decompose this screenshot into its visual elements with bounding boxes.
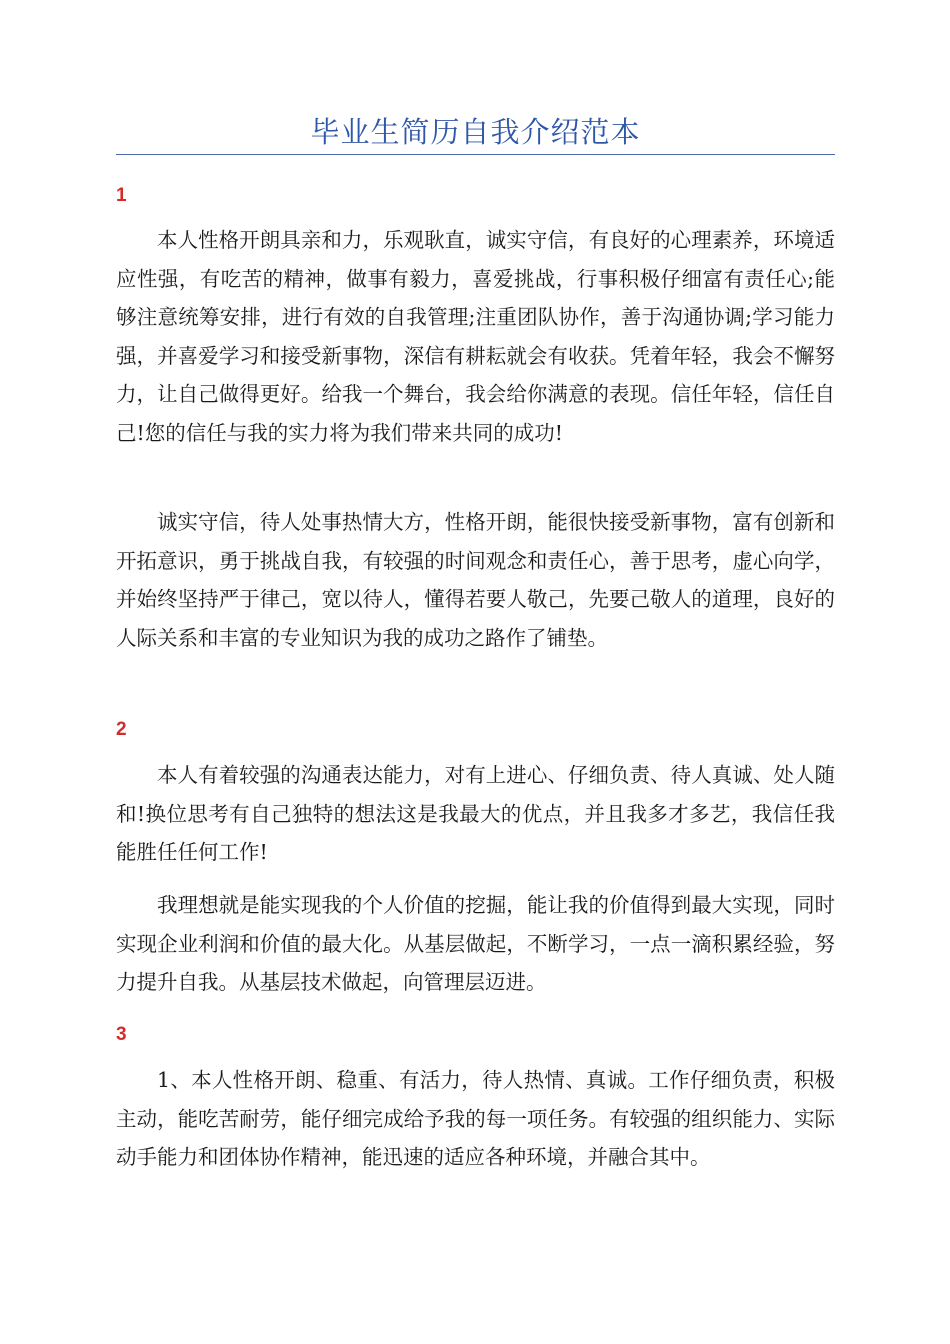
section-3-paragraph-1: 1、本人性格开朗、稳重、有活力，待人热情、真诚。工作仔细负责，积极主动，能吃苦耐劳，能仔细完成给予我的每一项任务。有较强的组织能力、实际动手能力和团体协作精神，能迅速的适应各种环境，并融合其中。 — [116, 1068, 835, 1169]
section-number-1: 1 — [116, 185, 127, 206]
section-2-paragraph-1: 本人有着较强的沟通表达能力，对有上进心、仔细负责、待人真诚、处人随和!换位思考有自己独特的想法这是我最大的优点，并且我多才多艺，我信任我能胜任任何工作! — [116, 763, 835, 864]
section-2-paragraph-2: 我理想就是能实现我的个人价值的挖掘，能让我的价值得到最大实现，同时实现企业利润和价值的最大化。从基层做起，不断学习，一点一滴积累经验，努力提升自我。从基层技术做起，向管理层迈进。 — [116, 893, 835, 994]
document-title: 毕业生简历自我介绍范本 — [310, 115, 641, 149]
section-number-3: 3 — [116, 1024, 127, 1045]
section-number-2: 2 — [116, 719, 127, 740]
section-1-paragraph-1: 本人性格开朗具亲和力，乐观耿直，诚实守信，有良好的心理素养，环境适应性强，有吃苦的精神，做事有毅力，喜爱挑战，行事积极仔细富有责任心;能够注意统筹安排，进行有效的自我管理;注重团队协作，善于沟通协调;学习能力强，并喜爱学习和接受新事物，深信有耕耘就会有收获。凭着年轻，我会不懈努力，让自己做得更好。给我一个舞台，我会给你满意的表现。信任年轻，信任自己!您的信任与我的实力将为我们带来共同的成功! — [116, 228, 835, 445]
title-underline — [116, 154, 835, 155]
section-1-paragraph-2: 诚实守信，待人处事热情大方，性格开朗，能很快接受新事物，富有创新和开拓意识，勇于挑战自我，有较强的时间观念和责任心，善于思考，虚心向学，并始终坚持严于律己，宽以待人，懂得若要人敬己，先要己敬人的道理，良好的人际关系和丰富的专业知识为我的成功之路作了铺垫。 — [116, 510, 835, 650]
